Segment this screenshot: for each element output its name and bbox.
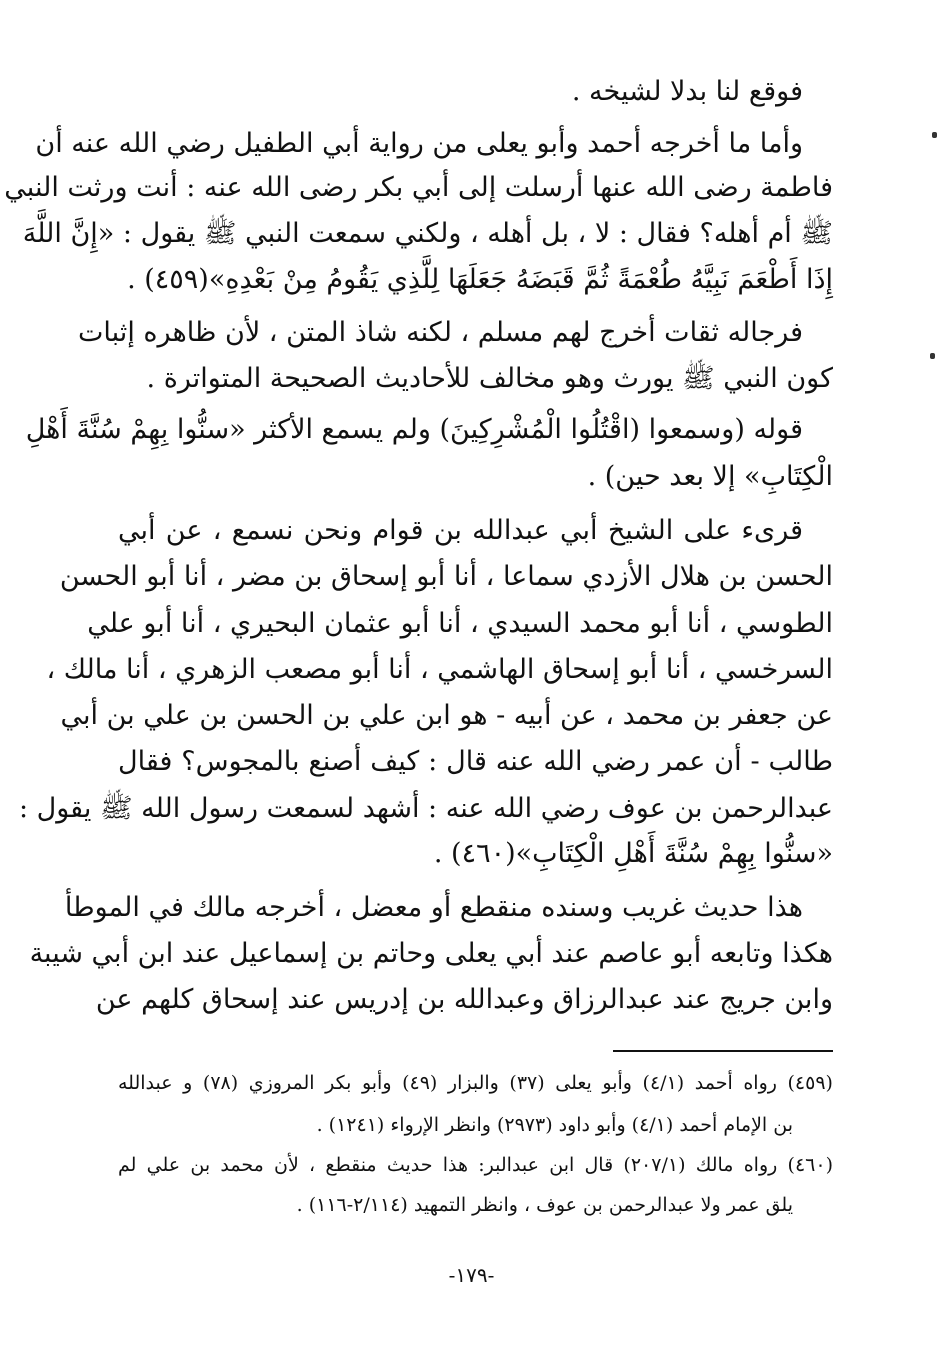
body-line: السرخسي ، أنا أبو إسحاق الهاشمي ، أنا أبو مصعب الزهري ، أنا مالك ، [46, 654, 833, 685]
body-line: ﷺ أم أهله؟ فقال : لا ، بل أهله ، ولكني سمعت النبي ﷺ يقول : «إِنَّ اللَّهَ [22, 218, 833, 249]
footnote-line: بن الإمام أحمد (٤/١) وأبو داود (٢٩٧٣) وانظر الإرواء (١٢٤١) . [316, 1114, 793, 1136]
footnote-line: (٤٥٩) رواه أحمد (٤/١) وأبو يعلى (٣٧) والبزار (٤٩) وأبو بكر المروزي (٧٨) و عبدالله [118, 1072, 833, 1094]
footnote-line: يلق عمر ولا عبدالرحمن بن عوف ، وانظر التمهيد (٢/١١٤-١١٦) . [296, 1194, 793, 1216]
body-line: الحسن بن هلال الأزدي سماعا ، أنا أبو إسحاق بن مضر ، أنا أبو الحسن [59, 561, 833, 592]
page-number: -١٧٩- [448, 1263, 495, 1287]
body-line: وابن جريج عند عبدالرزاق وعبدالله بن إدريس عند إسحاق كلهم عن [95, 984, 833, 1015]
body-line: الْكِتَابِ» إلا بعد حين) . [587, 461, 833, 492]
body-line: هكذا وتابعه أبو عاصم عند أبي يعلى وحاتم بن إسماعيل عند ابن أبي شيبة [29, 938, 833, 969]
body-line: هذا حديث غريب وسنده منقطع أو معضل ، أخرجه مالك في الموطأ [64, 892, 803, 923]
body-line: عبدالرحمن بن عوف رضي الله عنه : أشهد لسمعت رسول الله ﷺ يقول : [18, 793, 833, 824]
body-line: قوله (وسمعوا (اقْتُلُوا الْمُشْرِكِينَ) ولم يسمع الأكثر «سنُّوا بِهِمْ سُنَّةَ أَهْلِ [25, 414, 803, 445]
body-line: فرجاله ثقات أخرج لهم مسلم ، لكنه شاذ المتن ، لأن ظاهره إثبات [78, 317, 803, 348]
body-line: كون النبي ﷺ يورث وهو مخالف للأحاديث الصحيحة المتواترة . [146, 363, 833, 394]
body-line: قرىء على الشيخ أبي عبدالله بن قوام ونحن نسمع ، عن أبي [118, 515, 803, 546]
margin-mark [930, 353, 935, 359]
body-line: الطوسي ، أنا أبو محمد السيدي ، أنا أبو عثمان البحيري ، أنا أبو علي [87, 608, 833, 639]
footnote-line: (٤٦٠) رواه مالك (٢٠٧/١) قال ابن عبدالبر: هذا حديث منقطع ، لأن محمد بن علي لم [118, 1154, 833, 1176]
body-line: «سنُّوا بِهِمْ سُنَّةَ أَهْلِ الْكِتَابِ»(٤٦٠) . [433, 838, 833, 869]
body-line: عن جعفر بن محمد ، عن أبيه - هو ابن علي بن الحسن بن علي بن أبي [60, 700, 833, 731]
body-line: طالب - أن عمر رضي الله عنه قال : كيف أصنع بالمجوس؟ فقال [118, 746, 833, 777]
body-line: فاطمة رضى الله عنها أرسلت إلى أبي بكر رضى الله عنه : أنت ورثت النبي [4, 172, 833, 203]
body-line: فوقع لنا بدلا لشيخه . [571, 76, 803, 107]
footnote-separator [613, 1050, 833, 1052]
body-line: إِذَا أَطْعَمَ نَبِيَّهُ طُعْمَةً ثُمَّ قَبَضَهُ جَعَلَهَا لِلَّذِي يَقُومُ مِنْ بَعْدِهِ»(٤٥٩) . [127, 264, 833, 295]
body-line: وأما ما أخرجه أحمد وأبو يعلى من رواية أبي الطفيل رضي الله عنه أن [35, 128, 803, 159]
margin-mark [932, 132, 937, 138]
